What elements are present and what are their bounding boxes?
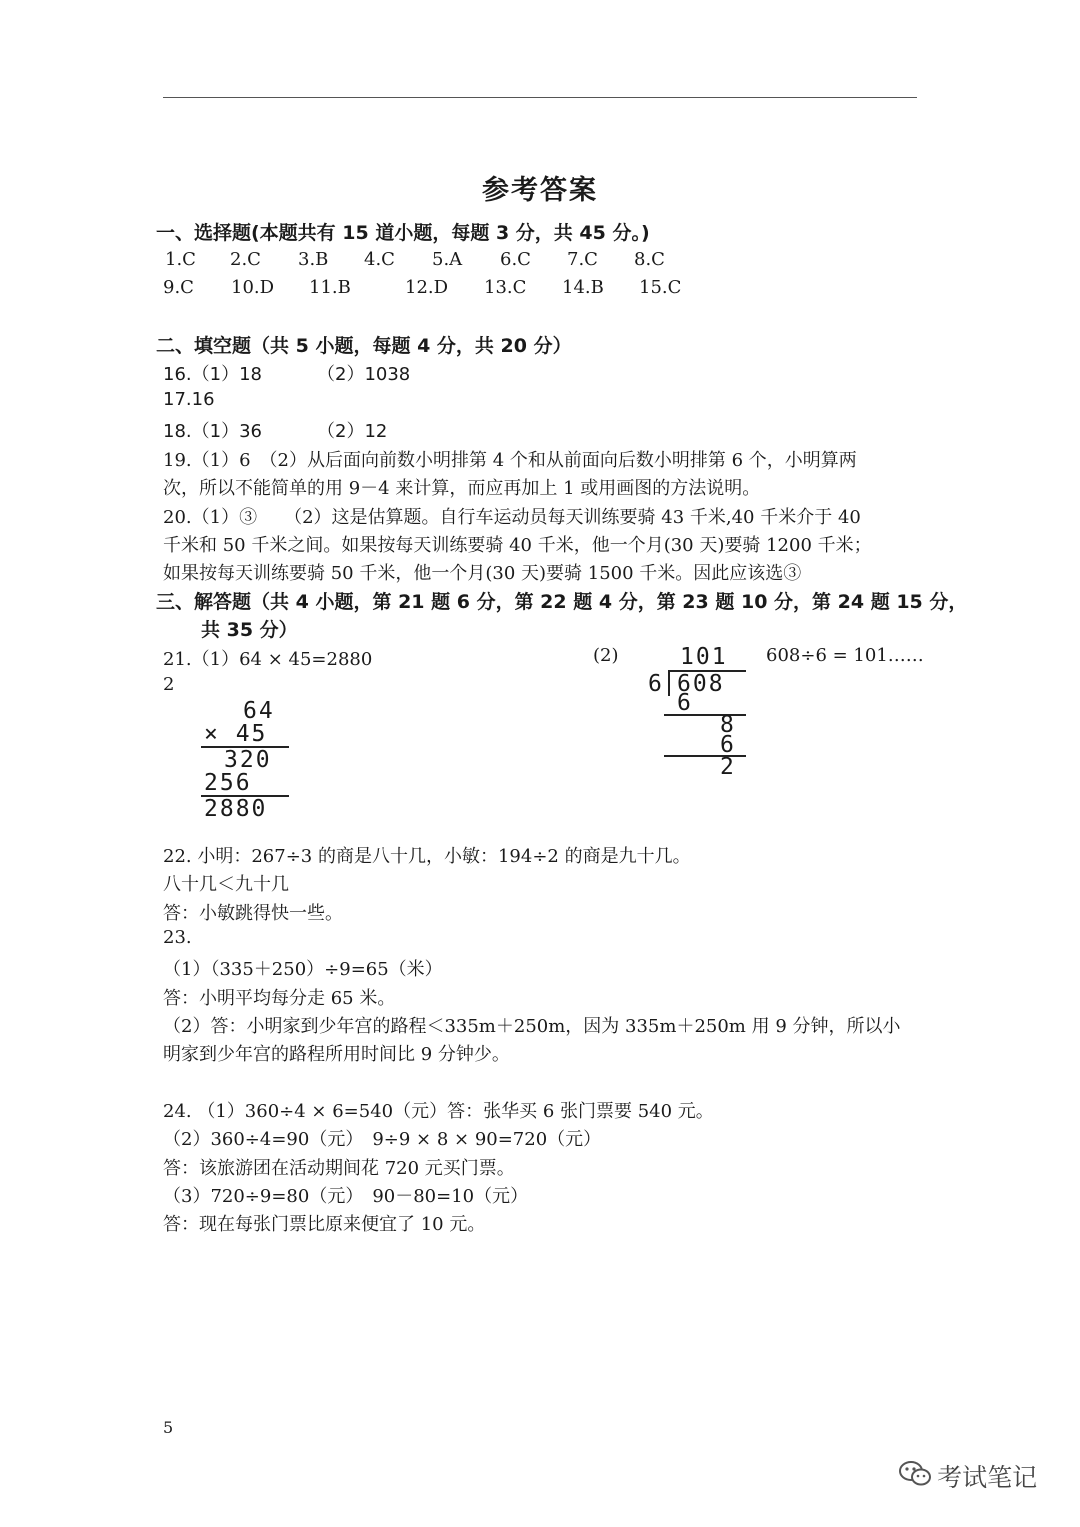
mult-row1: 64 [243, 698, 275, 724]
div-remainder: 2 [720, 754, 736, 780]
answer-1: 1.C [165, 249, 196, 270]
q20-line1: 20.（1）③ （2）这是估算题。自行车运动员每天训练要骑 43 千米,40 千米介于 40 [163, 507, 861, 528]
q16-part1: 16.（1）18 [163, 364, 262, 385]
q23-line4: （2）答：小明家到少年宫的路程＜335m＋250m，因为 335m＋250m 用 9 分钟，所以小 [163, 1016, 901, 1037]
watermark [898, 1458, 1037, 1494]
header-rule [163, 97, 917, 98]
q17: 17.16 [163, 389, 215, 410]
answer-6: 6.C [500, 249, 531, 270]
mult-row2: × 45 [204, 721, 268, 747]
q21-part2-text: 608÷6 = 101…… [766, 645, 924, 666]
q24-line3: 答：该旅游团在活动期间花 720 元买门票。 [163, 1158, 515, 1179]
q22-line2: 八十几＜九十几 [163, 874, 289, 895]
answer-8: 8.C [634, 249, 665, 270]
q24-line1: 24. （1）360÷4 × 6=540（元）答：张华买 6 张门票要 540 元。 [163, 1101, 714, 1122]
q22-line1: 22. 小明：267÷3 的商是八十几，小敏：194÷2 的商是九十几。 [163, 846, 691, 867]
answer-15: 15.C [639, 277, 682, 298]
answer-13: 13.C [484, 277, 527, 298]
q24-line2: （2）360÷4=90（元） 9÷9 × 8 × 90=720（元） [163, 1129, 602, 1150]
answer-5: 5.A [432, 249, 463, 270]
q19-line2: 次，所以不能简单的用 9－4 来计算，而应再加上 1 或用画图的方法说明。 [163, 478, 761, 499]
answer-9: 9.C [163, 277, 194, 298]
q21-part2-label: (2) [593, 645, 619, 666]
answer-4: 4.C [364, 249, 395, 270]
section1-heading: 一、选择题(本题共有 15 道小题，每题 3 分，共 45 分。) [156, 222, 650, 244]
mult-row5: 2880 [204, 796, 268, 822]
answer-7: 7.C [567, 249, 598, 270]
q23-line5: 明家到少年宫的路程所用时间比 9 分钟少。 [163, 1044, 510, 1065]
q23-line2: （1）（335＋250）÷9=65（米） [163, 959, 443, 980]
mult-row3: 320 [224, 747, 272, 773]
div-sub1: 6 [677, 690, 693, 716]
wechat-icon [898, 1460, 932, 1492]
q19-line1: 19.（1）6 （2）从后面向前数小明排第 4 个和从前面向后数小明排第 6 个，小明算两 [163, 450, 857, 471]
q24-line5: 答：现在每张门票比原来便宜了 10 元。 [163, 1214, 486, 1235]
section3-heading-line2: 共 35 分） [201, 619, 298, 641]
page-title: 参考答案 [482, 175, 598, 206]
q22-line3: 答：小敏跳得快一些。 [163, 903, 343, 924]
div-sub2: 6 [720, 732, 736, 758]
answer-2: 2.C [230, 249, 261, 270]
div-bracket [668, 670, 670, 696]
answer-10: 10.D [231, 277, 275, 298]
q23-line3: 答：小明平均每分走 65 米。 [163, 988, 396, 1009]
div-dividend: 608 [677, 671, 725, 697]
q23-line1: 23. [163, 927, 192, 948]
q18-part2: （2）12 [317, 421, 388, 442]
div-bring: 8 [720, 712, 736, 738]
q21-part1: 21.（1）64 × 45=2880 [163, 649, 373, 670]
section2-heading: 二、填空题（共 5 小题，每题 4 分，共 20 分） [156, 335, 572, 357]
q20-line3: 如果按每天训练要骑 50 千米，他一个月(30 天)要骑 1500 千米。因此应该选③ [163, 563, 802, 584]
answer-3: 3.B [298, 249, 329, 270]
div-quotient: 101 [680, 644, 728, 670]
q20-line2: 千米和 50 千米之间。如果按每天训练要骑 40 千米，他一个月(30 天)要骑 1200 千米； [163, 535, 872, 556]
q21-wrap: 2 [163, 674, 175, 695]
section3-heading-line1: 三、解答题（共 4 小题，第 21 题 6 分，第 22 题 4 分，第 23 题 10 分，第 24 题 15 分， [156, 591, 968, 613]
q24-line4: （3）720÷9=80（元） 90－80=10（元） [163, 1186, 529, 1207]
mult-row4: 256 [204, 770, 252, 796]
watermark-text: 考试笔记 [937, 1463, 1038, 1492]
div-divisor: 6 [648, 671, 664, 697]
page-number: 5 [163, 1418, 174, 1437]
q16-part2: （2）1038 [317, 364, 411, 385]
answer-12: 12.D [405, 277, 449, 298]
answer-14: 14.B [562, 277, 604, 298]
q18-part1: 18.（1）36 [163, 421, 262, 442]
answer-11: 11.B [309, 277, 351, 298]
